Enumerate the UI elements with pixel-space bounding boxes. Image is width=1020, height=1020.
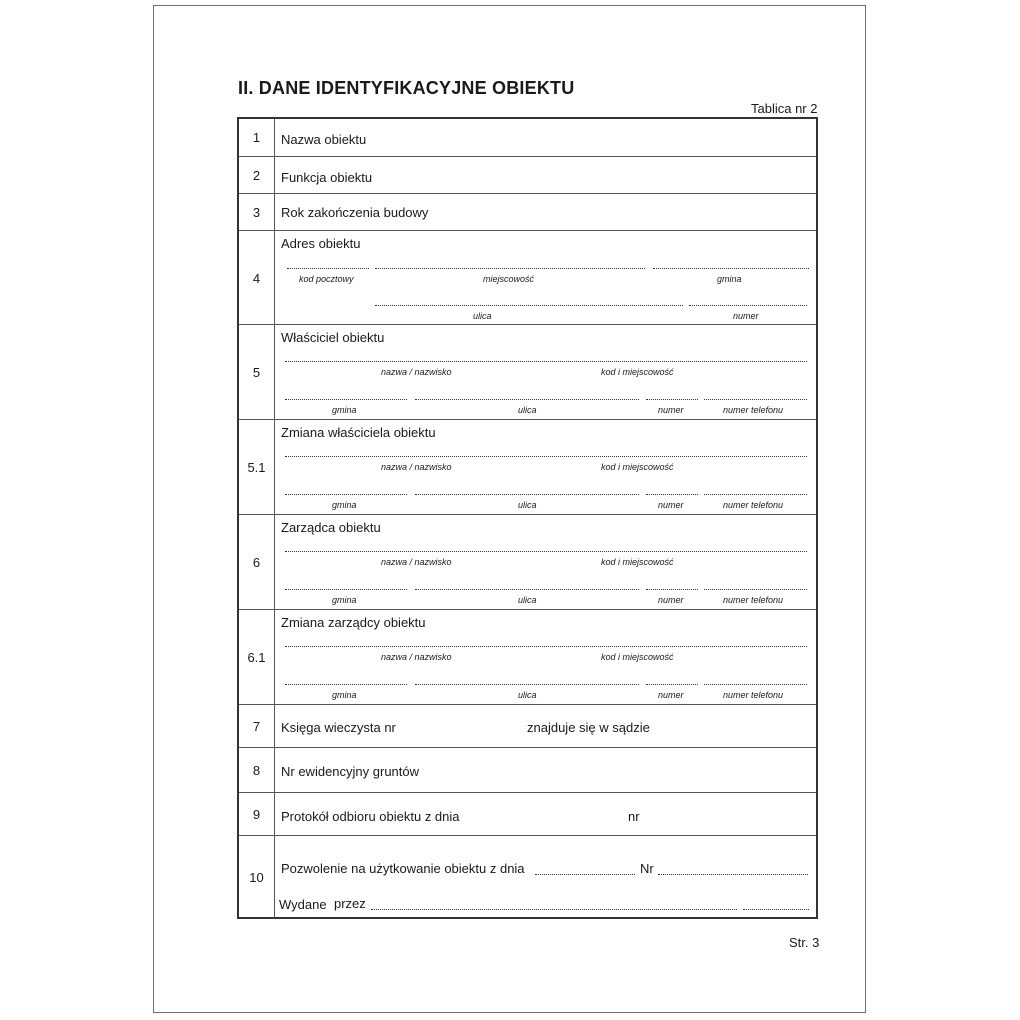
caption-number: numer (658, 500, 684, 510)
number-field[interactable] (689, 305, 807, 306)
row-cell (275, 231, 816, 325)
caption-street: ulica (473, 311, 492, 321)
identification-table (237, 117, 818, 919)
row-cell (275, 194, 816, 231)
caption-commune: gmina (332, 595, 357, 605)
table-reference: Tablica nr 2 (751, 101, 818, 116)
row-number: 7 (239, 705, 275, 748)
field-label-manager: Zarządca obiektu (281, 520, 381, 535)
phone-field[interactable] (704, 589, 807, 590)
caption-name: nazwa / nazwisko (381, 367, 452, 377)
field-label-land-register: Księga wieczysta nr (281, 720, 396, 735)
table-row (239, 230, 816, 325)
caption-phone: numer telefonu (723, 595, 784, 605)
caption-commune: gmina (332, 500, 357, 510)
field-label-land-number: Nr ewidencyjny gruntów (281, 764, 420, 779)
row-number: 9 (239, 793, 275, 836)
row-cell (275, 705, 816, 748)
caption-phone: numer telefonu (723, 405, 784, 415)
table-row (239, 514, 816, 610)
number-field[interactable] (646, 589, 698, 590)
field-label-occupancy-permit: Pozwolenie na użytkowanie obiektu z dnia (281, 861, 525, 876)
row-number: 10 (239, 836, 275, 918)
caption-name: nazwa / nazwisko (381, 652, 452, 662)
caption-commune: gmina (717, 274, 742, 284)
field-label-acceptance-protocol: Protokół odbioru obiektu z dnia (281, 809, 460, 824)
table-row (239, 609, 816, 705)
field-label-protocol-number: nr (628, 809, 640, 824)
caption-name: nazwa / nazwisko (381, 557, 452, 567)
field-label-issued-by: przez (334, 896, 366, 911)
commune-field[interactable] (285, 494, 407, 495)
commune-field[interactable] (285, 684, 407, 685)
row-number: 8 (239, 748, 275, 793)
row-cell (275, 325, 816, 420)
field-label-name: Nazwa obiektu (281, 132, 367, 147)
commune-field[interactable] (285, 589, 407, 590)
row-cell (275, 119, 816, 156)
permit-number-field[interactable] (658, 874, 808, 875)
issuer-extra-field[interactable] (743, 909, 809, 910)
field-label-address: Adres obiektu (281, 236, 361, 251)
caption-commune: gmina (332, 690, 357, 700)
street-field[interactable] (415, 494, 639, 495)
field-label-year: Rok zakończenia budowy (281, 205, 429, 220)
name-field[interactable] (285, 456, 807, 457)
row-cell (275, 610, 816, 705)
row-cell (275, 748, 816, 793)
city-field[interactable] (375, 268, 645, 269)
field-label-court: znajduje się w sądzie (527, 720, 650, 735)
commune-field[interactable] (653, 268, 809, 269)
row-cell (275, 515, 816, 610)
caption-number: numer (658, 595, 684, 605)
commune-field[interactable] (285, 399, 407, 400)
field-label-permit-number: Nr (640, 861, 654, 876)
section-title: II. DANE IDENTYFIKACYJNE OBIEKTU (238, 78, 575, 98)
caption-number: numer (733, 311, 759, 321)
field-label-owner-change: Zmiana właściciela obiektu (281, 425, 436, 440)
name-field[interactable] (285, 551, 807, 552)
table-row (239, 156, 816, 194)
caption-number: numer (658, 690, 684, 700)
issuer-field[interactable] (371, 909, 737, 910)
street-field[interactable] (375, 305, 683, 306)
number-field[interactable] (646, 684, 698, 685)
permit-date-field[interactable] (535, 874, 635, 875)
row-number: 3 (239, 194, 275, 231)
row-number: 6 (239, 515, 275, 610)
caption-commune: gmina (332, 405, 357, 415)
table-row (239, 747, 816, 793)
table-row (239, 119, 816, 156)
table-row (239, 419, 816, 515)
name-field[interactable] (285, 361, 807, 362)
caption-street: ulica (518, 595, 537, 605)
table-row (239, 704, 816, 748)
row-number: 2 (239, 157, 275, 194)
row-number: 6.1 (239, 610, 275, 705)
row-number: 1 (239, 119, 275, 156)
street-field[interactable] (415, 589, 639, 590)
caption-name: nazwa / nazwisko (381, 462, 452, 472)
page-number: Str. 3 (789, 935, 820, 950)
table-row (239, 792, 816, 836)
field-label-owner: Właściciel obiektu (281, 330, 385, 345)
table-row (239, 193, 816, 231)
row-cell (275, 836, 816, 918)
caption-postal-city: kod i miejscowość (601, 367, 674, 377)
phone-field[interactable] (704, 494, 807, 495)
caption-street: ulica (518, 405, 537, 415)
caption-postal-city: kod i miejscowość (601, 462, 674, 472)
caption-city: miejscowość (483, 274, 535, 284)
phone-field[interactable] (704, 684, 807, 685)
field-label-function: Funkcja obiektu (281, 170, 373, 185)
number-field[interactable] (646, 399, 698, 400)
caption-postal-code: kod pocztowy (299, 274, 354, 284)
caption-postal-city: kod i miejscowość (601, 652, 674, 662)
row-cell (275, 793, 816, 836)
caption-phone: numer telefonu (723, 690, 784, 700)
name-field[interactable] (285, 646, 807, 647)
caption-postal-city: kod i miejscowość (601, 557, 674, 567)
caption-number: numer (658, 405, 684, 415)
row-number: 5 (239, 325, 275, 420)
row-cell (275, 420, 816, 515)
field-label-issued: Wydane (279, 897, 327, 912)
caption-phone: numer telefonu (723, 500, 784, 510)
field-label-manager-change: Zmiana zarządcy obiektu (281, 615, 426, 630)
street-field[interactable] (415, 684, 639, 685)
table-row (239, 835, 816, 918)
caption-street: ulica (518, 500, 537, 510)
street-field[interactable] (415, 399, 639, 400)
caption-street: ulica (518, 690, 537, 700)
row-number: 5.1 (239, 420, 275, 515)
row-cell (275, 157, 816, 194)
phone-field[interactable] (704, 399, 807, 400)
number-field[interactable] (646, 494, 698, 495)
row-number: 4 (239, 231, 275, 325)
postal-code-field[interactable] (287, 268, 369, 269)
table-row (239, 324, 816, 420)
